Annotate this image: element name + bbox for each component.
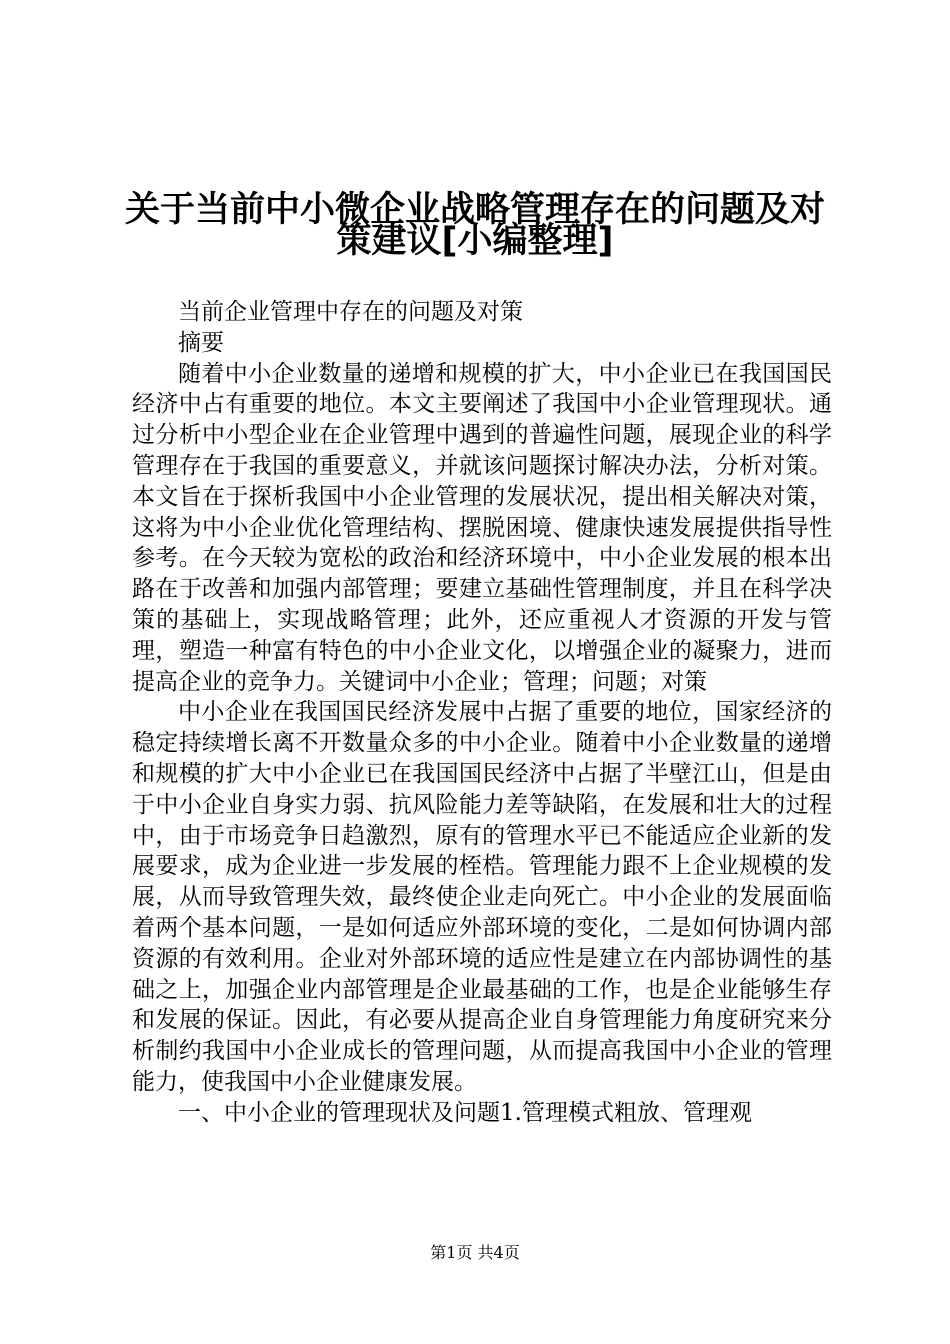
paragraph-intro: 中小企业在我国国民经济发展中占据了重要的地位，国家经济的稳定持续增长离不开数量众多的中小企业。随着中小企业数量的递增和规模的扩大中小企业已在我国国民经济中占据了半壁江山，但是由于中小企业自身实力弱、抗风险能力差等缺陷，在发展和壮大的过程中，由于市场竞争日趋激烈，原有的管理水平已不能适应企业新的发展要求，成为企业进一步发展的桎梏。管理能力跟不上企业规模的发展，从而导致管理失效，最终使企业走向死亡。中小企业的发展面临着两个基本问题，一是如何适应外部环境的变化，二是如何协调内部资源的有效利用。企业对外部环境的适应性是建立在内部协调性的基础之上，加强企业内部管理是企业最基础的工作，也是企业能够生存和发展的保证。因此，有必要从提高企业自身管理能力角度研究来分析制约我国中小企业成长的管理问题，从而提高我国中小企业的管理能力，使我国中小企业健康发展。	[132, 699, 832, 1095]
document-body	[132, 297, 832, 1129]
page-footer: 第1页 共4页	[430, 1243, 520, 1262]
paragraph-abstract: 随着中小企业数量的递增和规模的扩大，中小企业已在我国国民经济中占有重要的地位。本文主要阐述了我国中小企业管理现状。通过分析中小型企业在企业管理中遇到的普遍性问题，展现企业的科学管理存在于我国的重要意义，并就该问题探讨解决办法，分析对策。本文旨在于探析我国中小企业管理的发展状况，提出相关解决对策，这将为中小企业优化管理结构、摆脱困境、健康快速发展提供指导性参考。在今天较为宽松的政治和经济环境中，中小企业发展的根本出路在于改善和加强内部管理；要建立基础性管理制度，并且在科学决策的基础上，实现战略管理；此外，还应重视人才资源的开发与管理，塑造一种富有特色的中小企业文化，以增强企业的凝聚力，进而提高企业的竞争力。关键词中小企业；管理；问题；对策	[132, 360, 832, 695]
document-title-line2: 策建议[小编整理]	[336, 221, 614, 261]
paragraph-section-1: 一、中小企业的管理现状及问题1.管理模式粗放、管理观	[178, 1099, 752, 1126]
document-title-line1: 关于当前中小微企业战略管理存在的问题及对	[124, 190, 825, 230]
abstract-heading: 摘要	[178, 329, 224, 356]
subtitle: 当前企业管理中存在的问题及对策	[178, 299, 523, 325]
